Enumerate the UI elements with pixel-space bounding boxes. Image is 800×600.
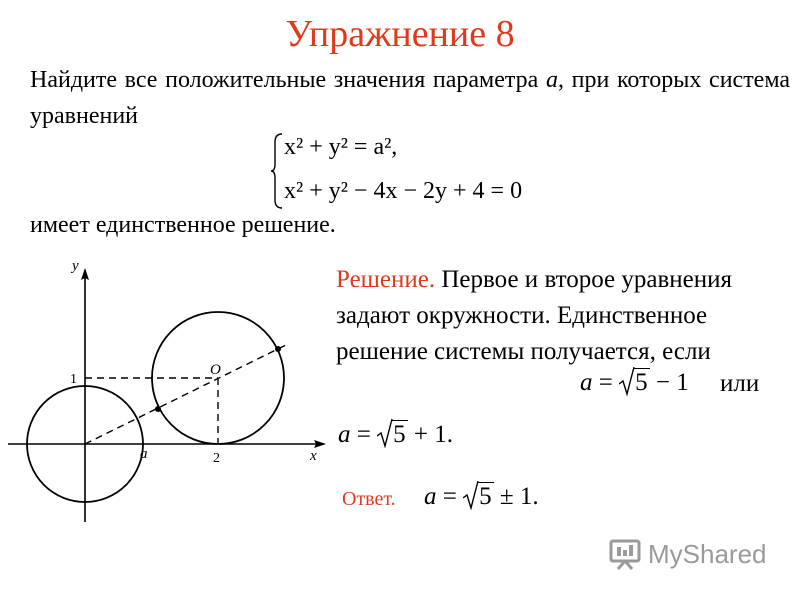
answer-root: 5	[479, 483, 492, 510]
circles-graph	[8, 252, 338, 527]
answer-lhs: a	[424, 483, 437, 510]
answer-tail: ± 1.	[493, 483, 539, 510]
equation-2: x² + y² − 4x − 2y + 4 = 0	[284, 178, 523, 204]
radical-sign-icon	[377, 418, 393, 448]
presentation-board-icon	[608, 538, 642, 570]
formula1-tail: − 1	[649, 369, 689, 396]
point-O-label: O	[210, 362, 221, 378]
graph-svg	[8, 252, 338, 527]
radical-sign-icon	[463, 480, 479, 510]
formula1-root: 5	[635, 369, 648, 396]
problem-statement	[30, 62, 790, 134]
answer-eq: =	[436, 483, 464, 510]
formula2-eq: =	[350, 421, 378, 448]
answer-sqrt	[463, 482, 494, 511]
tangent-point-outer	[275, 346, 281, 352]
formula2-sqrt	[377, 420, 408, 449]
tangent-point-inner	[155, 406, 161, 412]
problem-text-2: , при которых система уравнений	[30, 67, 791, 129]
solution-label: Решение.	[336, 266, 436, 293]
answer-label: Ответ.	[342, 488, 396, 510]
point-a-label: a	[140, 446, 148, 462]
or-word: или	[720, 370, 760, 397]
answer-formula	[424, 482, 539, 511]
problem-text-1: Найдите все положительные значения параметра	[30, 67, 539, 93]
slide-title: Упражнение 8	[285, 13, 515, 55]
myshared-logo[interactable]	[608, 538, 767, 570]
formula-minus	[580, 368, 689, 397]
tick-1-label: 1	[70, 372, 77, 387]
formula2-root: 5	[393, 421, 406, 448]
logo-text: MyShared	[648, 538, 767, 569]
radical-sign-icon	[619, 366, 635, 396]
problem-param: a	[545, 67, 558, 93]
formula2-tail: + 1.	[407, 421, 453, 448]
tick-2-label: 2	[213, 451, 220, 466]
equation-system	[270, 132, 570, 210]
y-axis-label: y	[72, 258, 79, 274]
system-brace	[270, 132, 284, 210]
formula1-lhs: a	[580, 369, 593, 396]
equation-1: x² + y² = a²,	[284, 134, 398, 160]
unique-solution-text: имеет единственное решение.	[30, 212, 336, 238]
formula1-sqrt	[619, 368, 650, 397]
solution-block	[336, 262, 776, 370]
formula2-lhs: a	[338, 421, 351, 448]
formula-plus	[338, 420, 453, 449]
formula1-eq: =	[592, 369, 620, 396]
x-axis-label: x	[310, 448, 317, 464]
solution-text: Первое и второе уравнения задают окружности. Единственное решение системы получается, если	[336, 266, 732, 365]
